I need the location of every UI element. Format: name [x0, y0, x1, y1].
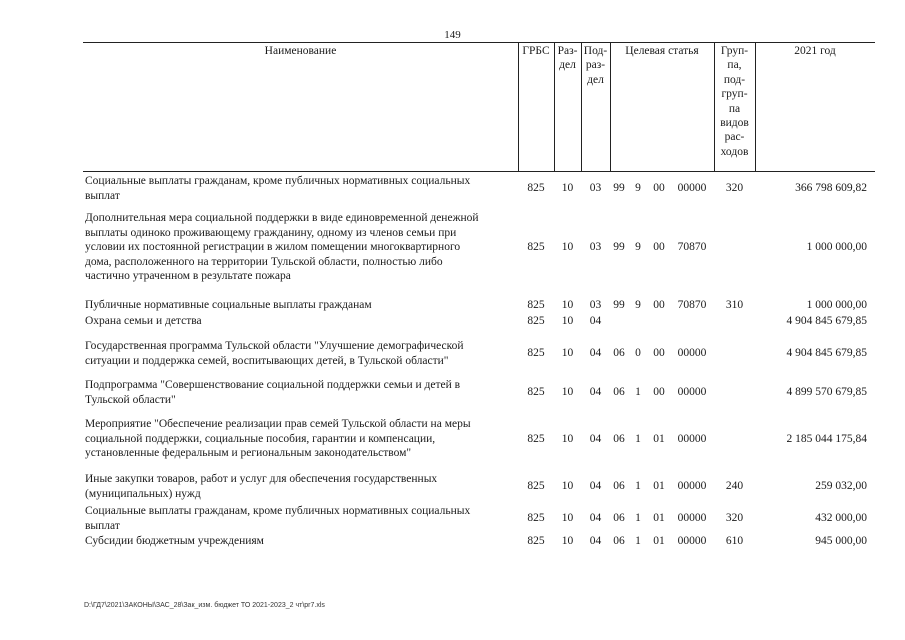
header-grbs: ГРБС	[522, 45, 550, 57]
cell-amount: 1 000 000,00	[806, 241, 867, 253]
cell-vr: 310	[725, 299, 744, 311]
cell-pr: 04	[589, 386, 602, 399]
cell-rz: 10	[561, 386, 574, 399]
page-number: 149	[444, 29, 461, 41]
header-bottom-border	[83, 171, 875, 172]
row-name	[85, 417, 505, 461]
row-name-line: Государственная программа Тульской области "Улучшение демографической	[85, 340, 464, 352]
cell-rz: 10	[561, 347, 574, 360]
cell-pr: 03	[589, 299, 602, 311]
cell-c3: 00	[653, 299, 665, 311]
cell-c1: 99	[613, 182, 625, 195]
cell-c1: 06	[613, 347, 625, 360]
row-name	[85, 298, 505, 313]
row-name	[85, 211, 505, 284]
header-razdel: Раз- дел	[557, 45, 578, 72]
row-name-line: условии их постоянной регистрации в жилом помещении многоквартирного	[85, 241, 461, 253]
cell-pr: 04	[589, 535, 602, 547]
cell-grbs: 825	[527, 535, 545, 547]
cell-pr: 03	[589, 182, 602, 195]
cell-c2: 1	[635, 512, 641, 525]
cell-c2: 9	[635, 241, 641, 253]
header-target: Целевая статья	[625, 45, 699, 57]
cell-pr: 04	[589, 480, 602, 493]
cell-rz: 10	[561, 299, 574, 311]
cell-rz: 10	[561, 535, 574, 547]
row-name-line: Дополнительная мера социальной поддержки в виде единовременной денежной	[85, 212, 479, 224]
cell-vr: 240	[725, 480, 744, 493]
row-name	[85, 314, 505, 329]
row-name-line: Публичные нормативные социальные выплаты гражданам	[85, 299, 372, 311]
cell-pr: 04	[589, 512, 602, 525]
cell-grbs: 825	[527, 432, 545, 445]
cell-pr: 04	[589, 347, 602, 360]
cell-amount: 4 904 845 679,85	[786, 315, 867, 327]
cell-c4: 00000	[677, 432, 707, 445]
cell-c3: 00	[653, 241, 665, 253]
row-name-line: выплаты одиноко проживающему гражданину, одному из членов семьи при	[85, 226, 457, 239]
header-year: 2021 год	[794, 45, 836, 57]
cell-c4: 70870	[677, 241, 707, 253]
row-name-line: (муниципальных) нужд	[85, 487, 201, 500]
cell-c4: 00000	[677, 347, 707, 360]
header-top-border	[83, 42, 875, 43]
cell-rz: 10	[561, 241, 574, 253]
cell-c2: 9	[635, 182, 641, 195]
cell-c4: 00000	[677, 535, 707, 547]
cell-c2: 1	[635, 480, 641, 493]
header-name: Наименование	[264, 45, 337, 57]
cell-amount: 4 904 845 679,85	[786, 347, 867, 360]
cell-rz: 10	[561, 182, 574, 195]
cell-c3: 01	[653, 512, 665, 525]
cell-pr: 04	[589, 315, 602, 327]
cell-grbs: 825	[527, 480, 545, 493]
row-name	[85, 378, 505, 407]
cell-c1: 06	[613, 535, 625, 547]
row-name-line: дома, расположенного на территории Тульской области, полностью либо	[85, 255, 443, 268]
cell-c3: 01	[653, 432, 665, 445]
cell-c3: 01	[653, 535, 665, 547]
column-divider	[610, 42, 611, 172]
row-name-line: Подпрограмма "Совершенствование социальной поддержки семьи и детей в	[85, 379, 461, 391]
row-name-line: Иные закупки товаров, работ и услуг для обеспечения государственных	[85, 473, 438, 485]
cell-c3: 00	[653, 347, 665, 360]
cell-c1: 99	[613, 241, 625, 253]
cell-amount: 366 798 609,82	[795, 182, 867, 195]
cell-vr: 320	[725, 182, 744, 195]
row-name-line: Социальные выплаты гражданам, кроме публичных нормативных социальных	[85, 175, 471, 187]
row-name	[85, 534, 505, 549]
cell-c1: 06	[613, 432, 625, 445]
cell-grbs: 825	[527, 299, 545, 311]
cell-vr: 320	[725, 512, 744, 525]
cell-grbs: 825	[527, 315, 545, 327]
row-name-line: Субсидии бюджетным учреждениям	[85, 535, 264, 547]
cell-rz: 10	[561, 432, 574, 445]
cell-grbs: 825	[527, 241, 545, 253]
cell-c4: 00000	[677, 386, 707, 399]
cell-amount: 945 000,00	[815, 535, 867, 547]
row-name-line: Социальные выплаты гражданам, кроме публичных нормативных социальных	[85, 505, 471, 517]
cell-amount: 259 032,00	[815, 480, 867, 493]
cell-rz: 10	[561, 512, 574, 525]
row-name-line: социальной поддержки, социальные пособия, гарантии и компенсации,	[85, 432, 436, 445]
cell-c4: 70870	[677, 299, 707, 311]
row-name-line: выплат	[85, 519, 120, 532]
cell-amount: 4 899 570 679,85	[786, 386, 867, 399]
row-name-line: частично утраченном в результате пожара	[85, 270, 291, 282]
cell-c1: 06	[613, 386, 625, 399]
cell-c1: 06	[613, 512, 625, 525]
cell-c3: 00	[653, 182, 665, 195]
cell-vr: 610	[725, 535, 744, 547]
table-header	[83, 42, 875, 172]
cell-c1: 99	[613, 299, 625, 311]
cell-c4: 00000	[677, 182, 707, 195]
cell-grbs: 825	[527, 347, 545, 360]
cell-grbs: 825	[527, 512, 545, 525]
cell-c3: 01	[653, 480, 665, 493]
row-name-line: выплат	[85, 189, 120, 202]
cell-grbs: 825	[527, 182, 545, 195]
row-name	[85, 174, 505, 203]
cell-pr: 03	[589, 241, 602, 253]
cell-amount: 1 000 000,00	[806, 299, 867, 311]
file-path-footer: D:\ГД7\2021\ЗАКОНЫ\ЗАС_28\Зак_изм. бюджет ТО 2021-2023_2 чт\pr7.xls	[84, 602, 325, 609]
cell-amount: 432 000,00	[815, 512, 867, 525]
cell-c3: 00	[653, 386, 665, 399]
cell-c4: 00000	[677, 512, 707, 525]
cell-rz: 10	[561, 480, 574, 493]
column-divider	[755, 42, 756, 172]
column-divider	[518, 42, 519, 172]
row-name-line: Тульской области"	[85, 393, 176, 406]
cell-c2: 9	[635, 299, 641, 311]
cell-c2: 1	[635, 432, 641, 445]
row-name	[85, 472, 505, 501]
cell-amount: 2 185 044 175,84	[786, 432, 867, 445]
cell-c2: 1	[635, 386, 641, 399]
cell-c2: 1	[635, 535, 641, 547]
cell-grbs: 825	[527, 386, 545, 399]
header-group: Груп- па, под- груп- па видов рас- ходов	[720, 45, 749, 158]
row-name	[85, 339, 505, 368]
cell-c2: 0	[635, 347, 641, 360]
row-name-line: Охрана семьи и детства	[85, 315, 202, 327]
row-name	[85, 504, 505, 533]
cell-c4: 00000	[677, 480, 707, 493]
row-name-line: ситуации и поддержка семей, воспитывающих детей, в Тульской области"	[85, 354, 449, 367]
cell-pr: 04	[589, 432, 602, 445]
cell-rz: 10	[561, 315, 574, 327]
cell-c1: 06	[613, 480, 625, 493]
row-name-line: Мероприятие "Обеспечение реализации прав семей Тульской области на меры	[85, 418, 471, 430]
header-podrazdel: Под- раз- дел	[583, 45, 608, 86]
row-name-line: установленные федеральным и региональным законодательством"	[85, 447, 412, 459]
